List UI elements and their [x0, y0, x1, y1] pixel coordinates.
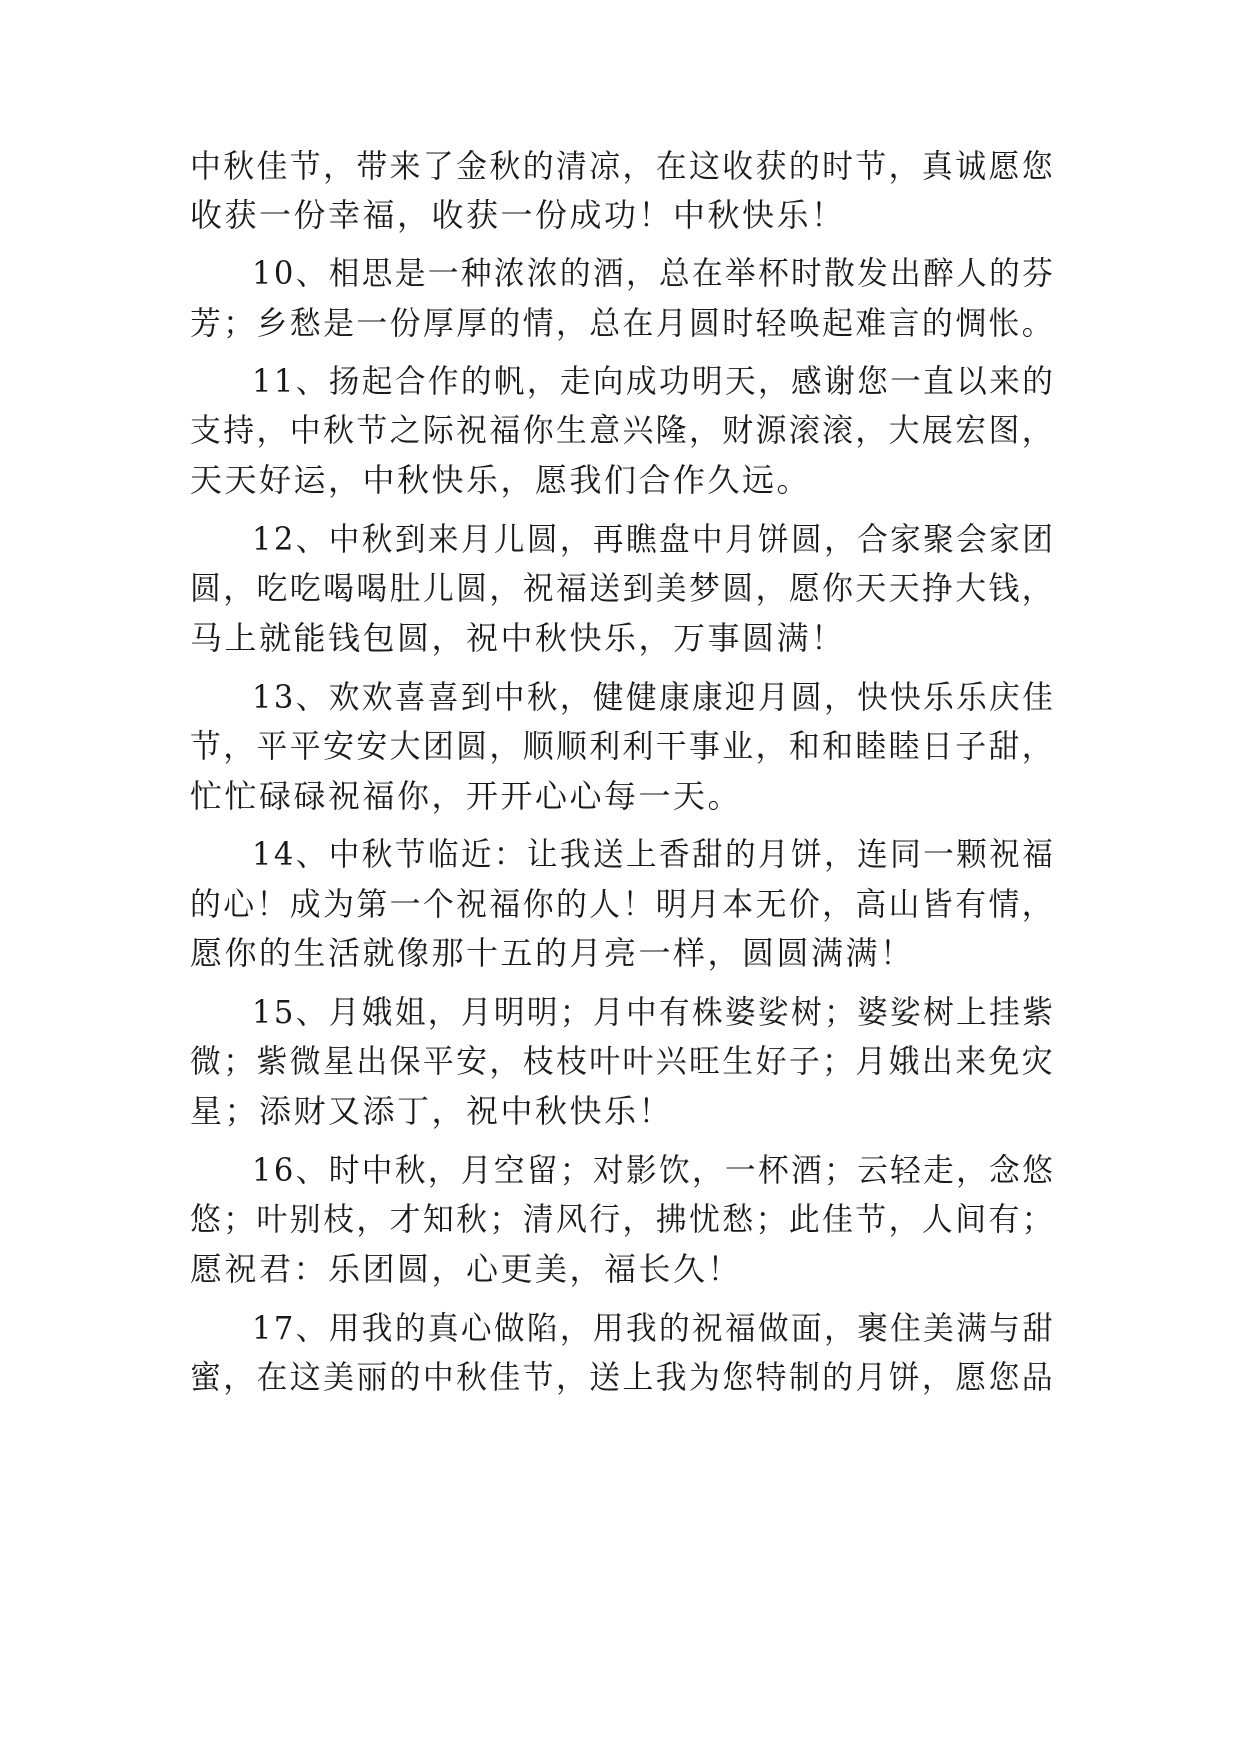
text-line: 15、月娥姐，月明明；月中有株婆娑树；婆娑树上挂紫	[252, 993, 1056, 1031]
text-line: 蜜，在这美丽的中秋佳节，送上我为您特制的月饼，愿您品	[190, 1358, 1056, 1396]
text-line: 微；紫微星出保平安，枝枝叶叶兴旺生好子；月娥出来免灾	[190, 1042, 1056, 1080]
text-line: 芳；乡愁是一份厚厚的情，总在月圆时轻唤起难言的惆怅。	[190, 304, 1056, 342]
text-line: 12、中秋到来月儿圆，再瞧盘中月饼圆，合家聚会家团	[252, 520, 1056, 558]
text-line: 节，平平安安大团圆，顺顺利利干事业，和和睦睦日子甜，	[190, 727, 1056, 765]
text-line: 11、扬起合作的帆，走向成功明天，感谢您一直以来的	[252, 362, 1056, 400]
text-line: 支持，中秋节之际祝福你生意兴隆，财源滚滚，大展宏图，	[190, 411, 1056, 449]
text-line: 13、欢欢喜喜到中秋，健健康康迎月圆，快快乐乐庆佳	[252, 678, 1056, 716]
text-line: 收获一份幸福，收获一份成功！中秋快乐！	[190, 196, 846, 234]
text-line: 悠；叶别枝，才知秋；清风行，拂忧愁；此佳节，人间有；	[190, 1200, 1056, 1238]
text-line: 愿祝君：乐团圆，心更美，福长久！	[190, 1250, 743, 1288]
text-line: 16、时中秋，月空留；对影饮，一杯酒；云轻走，念悠	[252, 1151, 1056, 1189]
text-line: 忙忙碌碌祝福你，开开心心每一天。	[190, 777, 743, 815]
text-line: 星；添财又添丁，祝中秋快乐！	[190, 1092, 674, 1130]
text-line: 中秋佳节，带来了金秋的清凉，在这收获的时节，真诚愿您	[190, 147, 1056, 185]
text-line: 圆，吃吃喝喝肚儿圆，祝福送到美梦圆，愿你天天挣大钱，	[190, 569, 1056, 607]
text-line: 马上就能钱包圆，祝中秋快乐，万事圆满！	[190, 619, 846, 657]
text-line: 天天好运，中秋快乐，愿我们合作久远。	[190, 461, 812, 499]
text-line: 的心！成为第一个祝福你的人！明月本无价，高山皆有情，	[190, 885, 1056, 923]
text-line: 17、用我的真心做陷，用我的祝福做面，裹住美满与甜	[252, 1309, 1056, 1347]
text-line: 愿你的生活就像那十五的月亮一样，圆圆满满！	[190, 934, 915, 972]
text-line: 14、中秋节临近：让我送上香甜的月饼，连同一颗祝福	[252, 835, 1056, 873]
text-line: 10、相思是一种浓浓的酒，总在举杯时散发出醉人的芬	[252, 254, 1056, 292]
